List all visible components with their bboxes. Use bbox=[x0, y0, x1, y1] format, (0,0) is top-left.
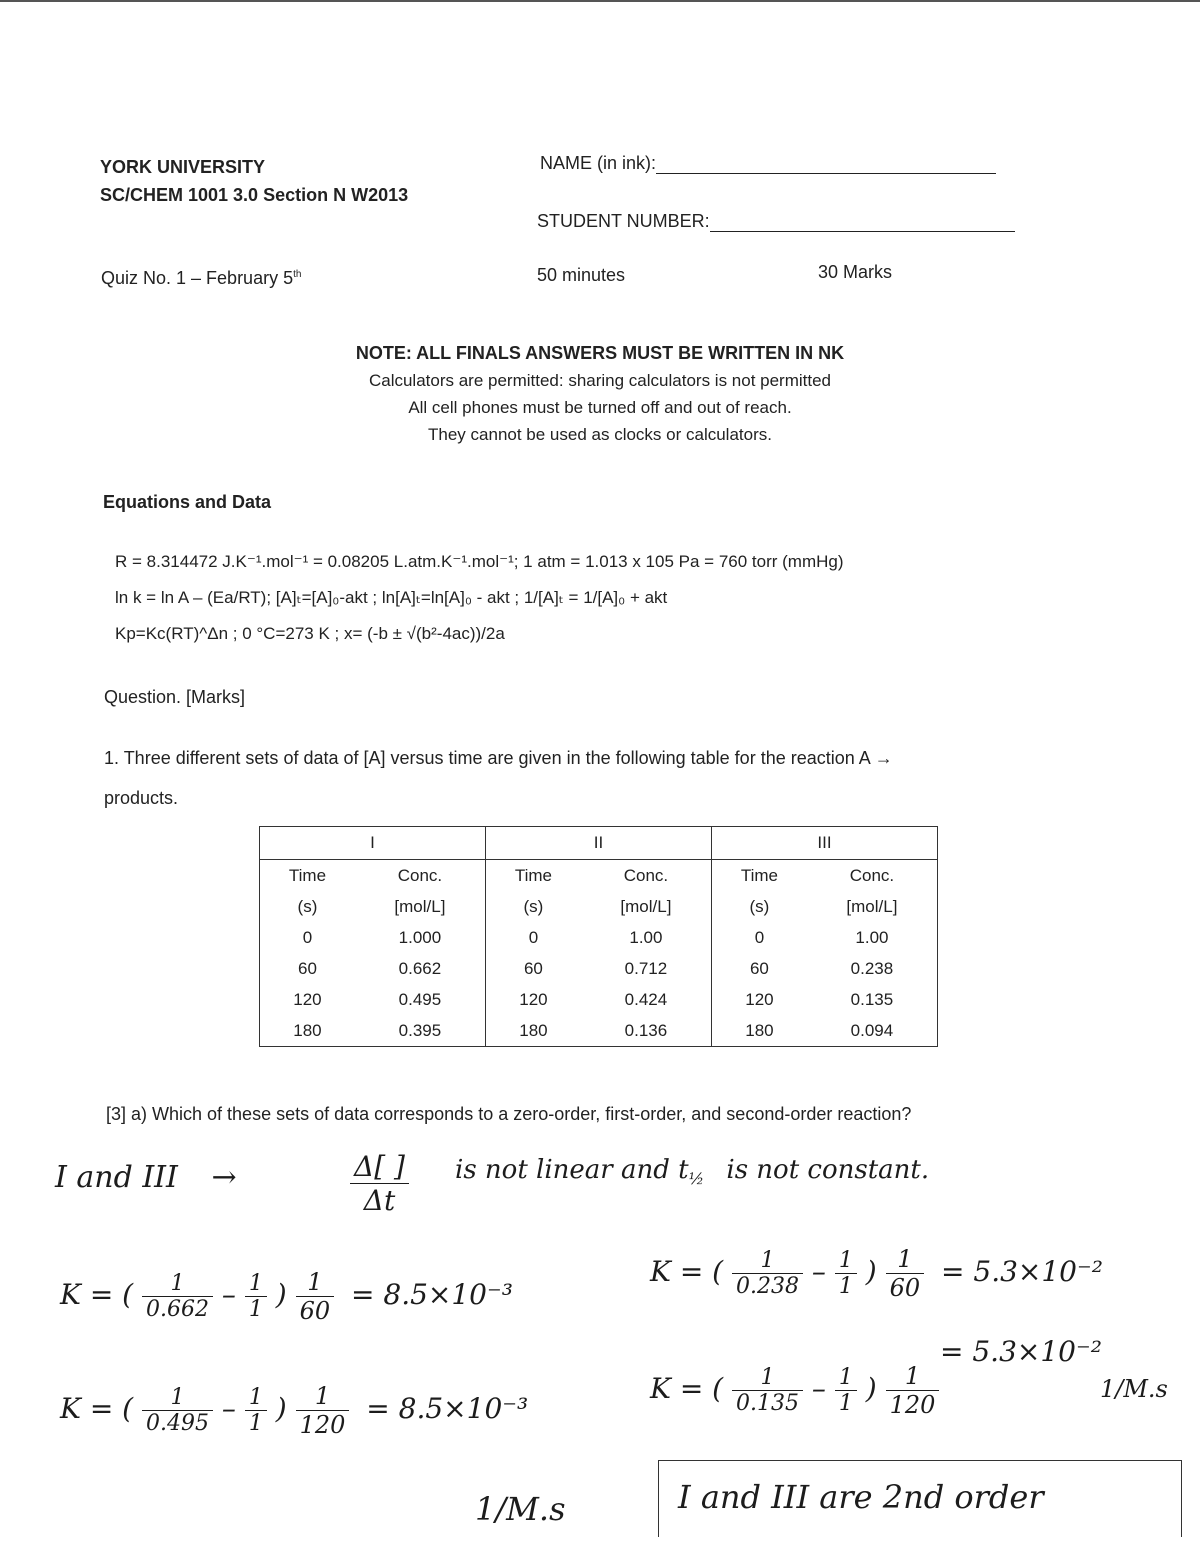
table-cell: 0.135 bbox=[850, 989, 894, 1009]
note-line-1: Calculators are permitted: sharing calculators is not permitted bbox=[368, 371, 832, 390]
table-cell: 120 bbox=[711, 984, 806, 1015]
university-name: YORK UNIVERSITY bbox=[100, 157, 266, 177]
table-column-header-bottom bbox=[260, 891, 938, 922]
handwritten-k-calc-4: K = ( $\frac{1}{0.135}$ – $\frac{1}{1}$ ) $\frac{1}{120}$ bbox=[650, 1362, 939, 1419]
handwritten-k-calc-2: K = ( $\frac{1}{0.495}$ – $\frac{1}{1}$ ) $\frac{1}{120}$ = 8.5×10⁻³ bbox=[60, 1382, 529, 1439]
table-cell: 0.712 bbox=[624, 958, 668, 978]
group-header-1: I bbox=[260, 827, 486, 860]
student-number-field[interactable] bbox=[537, 211, 1015, 232]
col-unit: (s) bbox=[485, 891, 580, 922]
table-cell: 180 bbox=[711, 1015, 806, 1047]
equations-heading: Equations and Data bbox=[103, 492, 272, 512]
handwritten-units-1: 1/M.s bbox=[475, 1490, 566, 1528]
name-field[interactable] bbox=[540, 153, 996, 174]
table-cell: 0.662 bbox=[398, 958, 442, 978]
equation-line-2: ln k = ln A – (Ea/RT); [A]ₜ=[A]₀-akt ; ln[A]ₜ=ln[A]₀ - akt ; 1/[A]ₜ = 1/[A]₀ + akt bbox=[115, 588, 668, 607]
data-table bbox=[259, 826, 938, 1047]
handwritten-k-result-4: = 5.3×10⁻² bbox=[940, 1335, 1102, 1368]
table-cell: 0.424 bbox=[624, 989, 668, 1009]
question-1-line-1: 1. Three different sets of data of [A] versus time are given in the following table for the reaction A → bbox=[104, 748, 893, 768]
col-unit: [mol/L] bbox=[394, 896, 446, 916]
name-blank[interactable] bbox=[656, 173, 996, 174]
question-heading: Question. [Marks] bbox=[104, 687, 246, 707]
table-row bbox=[260, 984, 938, 1015]
table-row bbox=[260, 922, 938, 953]
equation-line-1: R = 8.314472 J.K⁻¹.mol⁻¹ = 0.08205 L.atm.K⁻¹.mol⁻¹; 1 atm = 1.013 x 105 Pa = 760 torr (mmHg) bbox=[115, 552, 844, 571]
col-unit: (s) bbox=[297, 896, 318, 916]
col-unit: [mol/L] bbox=[620, 896, 672, 916]
table-cell: 180 bbox=[293, 1020, 322, 1040]
course-code: SC/CHEM 1001 3.0 Section N W2013 bbox=[100, 185, 409, 205]
quiz-marks: 30 Marks bbox=[818, 262, 893, 282]
col-header: Conc. bbox=[623, 865, 669, 885]
table-cell: 60 bbox=[711, 953, 806, 984]
col-header: Time bbox=[711, 860, 806, 892]
handwritten-delta-ratio: $\frac{\Delta[ ]}{\Delta t}$ bbox=[350, 1150, 409, 1217]
handwritten-answer-intro: I and III → bbox=[55, 1160, 237, 1195]
table-group-header bbox=[260, 827, 938, 860]
quiz-label: Quiz No. 1 – February 5th bbox=[101, 268, 302, 288]
table-cell: 120 bbox=[485, 984, 580, 1015]
question-1-line-2: products. bbox=[104, 788, 179, 808]
col-unit: [mol/L] bbox=[846, 896, 898, 916]
col-header: Conc. bbox=[849, 865, 895, 885]
table-cell: 0.395 bbox=[398, 1020, 442, 1040]
table-cell: 0.495 bbox=[398, 989, 442, 1009]
student-number-blank[interactable] bbox=[710, 231, 1015, 232]
instructions-note bbox=[300, 340, 900, 448]
group-header-3: III bbox=[711, 827, 937, 860]
col-header: Conc. bbox=[397, 865, 443, 885]
note-line-2: All cell phones must be turned off and out of reach. bbox=[408, 398, 792, 417]
table-cell: 1.00 bbox=[629, 927, 663, 947]
table-cell: 0 bbox=[711, 922, 806, 953]
equation-line-3: Kp=Kc(RT)^Δn ; 0 °C=273 K ; x= (-b ± √(b²-4ac))/2a bbox=[115, 624, 505, 643]
table-cell: 60 bbox=[485, 953, 580, 984]
scan-top-edge bbox=[0, 0, 1200, 2]
table-cell: 0.094 bbox=[850, 1020, 894, 1040]
note-title: NOTE: ALL FINALS ANSWERS MUST BE WRITTEN IN NK bbox=[355, 343, 845, 363]
table-row bbox=[260, 1015, 938, 1047]
handwritten-units-2: 1/M.s bbox=[1100, 1375, 1168, 1403]
note-line-3: They cannot be used as clocks or calculators. bbox=[428, 425, 772, 444]
handwritten-conclusion: I and III are 2nd order bbox=[678, 1478, 1044, 1516]
table-cell: 120 bbox=[293, 989, 322, 1009]
quiz-duration: 50 minutes bbox=[537, 265, 626, 285]
question-1a: [3] a) Which of these sets of data corresponds to a zero-order, first-order, and second-order reaction? bbox=[106, 1104, 912, 1124]
group-header-2: II bbox=[485, 827, 711, 860]
handwritten-k-calc-3: K = ( $\frac{1}{0.238}$ – $\frac{1}{1}$ ) $\frac{1}{60}$ = 5.3×10⁻² bbox=[650, 1245, 1103, 1302]
handwritten-reason: is not linear and $t_{\frac{1}{2}}$ is not constant. bbox=[455, 1155, 930, 1189]
table-cell: 1.000 bbox=[398, 927, 442, 947]
table-cell: 0.136 bbox=[624, 1020, 668, 1040]
table-cell: 0.238 bbox=[850, 958, 894, 978]
table-cell: 0 bbox=[302, 927, 313, 947]
table-cell: 0 bbox=[485, 922, 580, 953]
table-cell: 180 bbox=[485, 1015, 580, 1047]
col-header: Time bbox=[485, 860, 580, 892]
handwritten-k-calc-1: K = ( $\frac{1}{0.662}$ – $\frac{1}{1}$ ) $\frac{1}{60}$ = 8.5×10⁻³ bbox=[60, 1268, 513, 1325]
col-unit: (s) bbox=[711, 891, 806, 922]
student-number-label: STUDENT NUMBER: bbox=[537, 211, 710, 231]
name-label: NAME (in ink): bbox=[540, 153, 657, 173]
table-column-header-top bbox=[260, 860, 938, 892]
table-cell: 1.00 bbox=[855, 927, 889, 947]
table-cell: 60 bbox=[297, 958, 317, 978]
col-header: Time bbox=[288, 865, 327, 885]
table-row bbox=[260, 953, 938, 984]
